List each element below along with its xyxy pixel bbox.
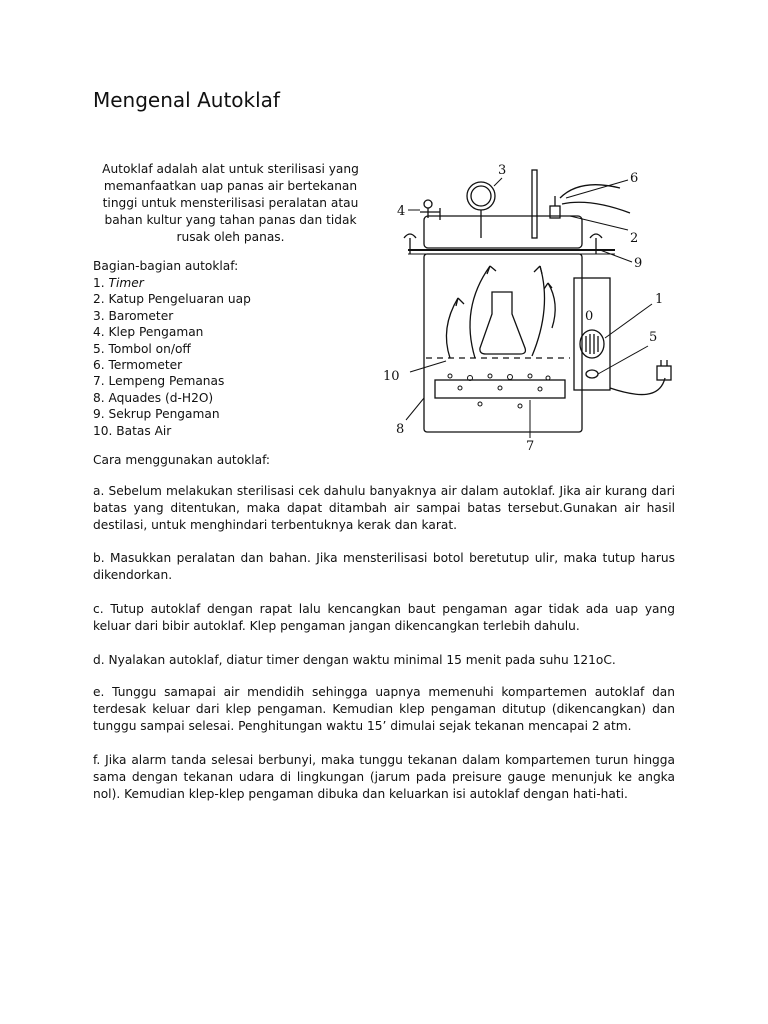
part-number: 9. (93, 407, 105, 422)
step-a: a. Sebelum melakukan sterilisasi cek dahulu banyaknya air dalam autoklaf. Jika air kurang dari batas yang ditentukan, maka dapat ditambah air sampai batas tersebut.Gunakan air hasil destilasi, untuk menghindari terbentuknya kerak dan karat. (93, 484, 675, 532)
autoclave-diagram (380, 158, 680, 458)
figure-label-7: 7 (526, 439, 535, 454)
intro-paragraph: Autoklaf adalah alat untuk sterilisasi yang memanfaatkan uap panas air bertekanan tinggi untuk mensterilisasi peralatan atau bahan kultur yang tahan panas dan tidak rusak oleh panas. (102, 162, 359, 244)
heating-plate (435, 380, 565, 398)
figure-label-8: 8 (396, 422, 405, 437)
list-item (93, 390, 251, 406)
control-panel (574, 278, 610, 390)
howto-heading: Cara menggunakan autoklaf: (93, 453, 271, 467)
figure-label-4: 4 (397, 204, 406, 219)
step-b: b. Masukkan peralatan dan bahan. Jika mensterilisasi botol beretutup ulir, maka tutup harus dikendorkan. (93, 551, 675, 582)
list-item (93, 308, 251, 324)
erlenmeyer-flask (480, 292, 526, 354)
list-item (93, 275, 251, 291)
power-plug (657, 366, 671, 380)
parts-heading: Bagian-bagian autoklaf: (93, 259, 239, 273)
steam-plume (560, 185, 630, 213)
figure-label-10: 10 (383, 369, 400, 384)
power-switch (586, 370, 598, 378)
step-d: d. Nyalakan autoklaf, diatur timer dengan waktu minimal 15 menit pada suhu 121oC. (93, 653, 616, 667)
thermometer (532, 170, 537, 238)
parts-list (93, 275, 251, 439)
safety-valve (420, 208, 440, 220)
part-label: Klep Pengaman (108, 325, 204, 340)
list-item (93, 423, 251, 439)
part-label: Batas Air (116, 423, 172, 438)
part-number: 4. (93, 325, 105, 340)
figure-label-2: 2 (630, 231, 639, 246)
list-item (93, 324, 251, 340)
part-number: 10. (93, 423, 113, 438)
part-label: Katup Pengeluaran uap (108, 292, 251, 307)
bubbles (448, 374, 550, 408)
timer-dial (580, 330, 604, 358)
step-c: c. Tutup autoklaf dengan rapat lalu kencangkan baut pengaman agar tidak ada uap yang keluar dari bibir autoklaf. Klep pengaman jangan dikencangkan terlebih dahulu. (93, 602, 675, 633)
part-number: 2. (93, 292, 105, 307)
timer-dial-mark: 0 (585, 309, 594, 324)
list-item (93, 406, 251, 422)
part-label: Aquades (d-H2O) (108, 390, 214, 405)
part-number: 3. (93, 308, 105, 323)
page-title: Mengenal Autoklaf (93, 88, 280, 112)
step-e: e. Tunggu samapai air mendidih sehingga uapnya memenuhi kompartemen autoklaf dan terdesak keluar dari klep pengaman. Kemudian klep pengaman ditutup (dikencangkan) dan tunggu sampai selesai. Penghitungan waktu 15’ dimulai sejak tekanan mencapai 2 atm. (93, 685, 675, 733)
part-label: Sekrup Pengaman (108, 407, 220, 422)
part-label: Lempeng Pemanas (108, 374, 225, 389)
autoclave-body (424, 254, 582, 432)
list-item (93, 357, 251, 373)
part-label: Termometer (108, 358, 183, 373)
list-item (93, 291, 251, 307)
part-number: 8. (93, 390, 105, 405)
part-number: 7. (93, 374, 105, 389)
part-label: Tombol on/off (108, 341, 191, 356)
part-label: Timer (108, 276, 144, 290)
figure-label-3: 3 (498, 163, 507, 178)
list-item (93, 373, 251, 389)
list-item (93, 341, 251, 357)
step-f: f. Jika alarm tanda selesai berbunyi, maka tunggu tekanan dalam kompartemen turun hingga sama dengan tekanan udara di lingkungan (jarum pada preisure gauge menunjuk ke angka nol). Kemudian klep-klep pengaman dibuka dan keluarkan isi autoklaf dengan hati-hati. (93, 753, 675, 801)
autoclave-lid (424, 216, 582, 248)
part-number: 5. (93, 341, 105, 356)
figure-label-6: 6 (630, 171, 639, 186)
part-label: Barometer (108, 308, 174, 323)
part-number: 1. (93, 276, 105, 290)
figure-label-1: 1 (655, 292, 664, 307)
part-number: 6. (93, 358, 105, 373)
figure-label-9: 9 (634, 256, 643, 271)
figure-label-5: 5 (649, 330, 658, 345)
